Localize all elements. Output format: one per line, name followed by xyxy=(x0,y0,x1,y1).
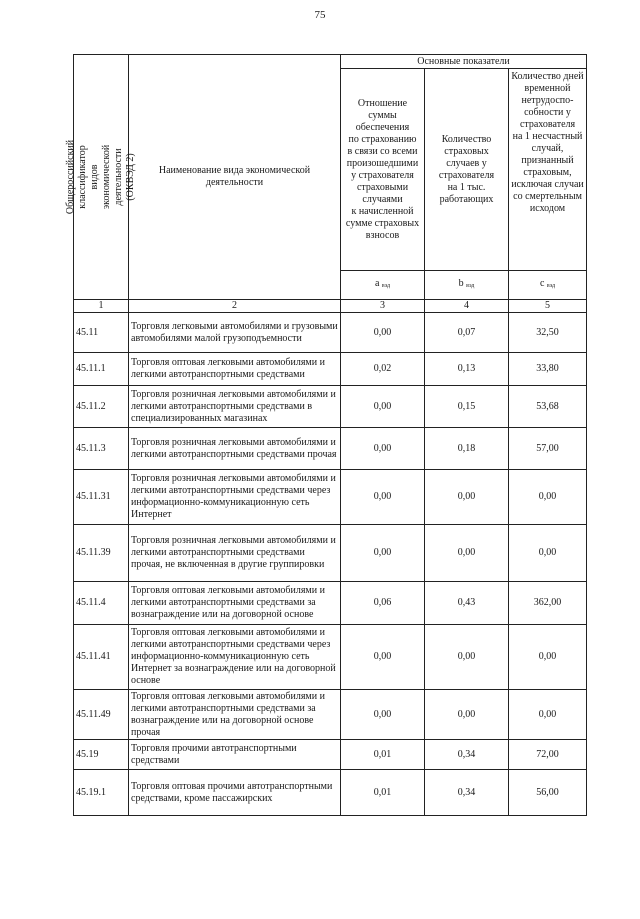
header-okved-cell xyxy=(65,55,136,300)
column-index-1: 1 xyxy=(74,300,129,313)
value-c: 72,00 xyxy=(509,740,587,770)
activity-name: Торговля прочими автотранспортными средствами xyxy=(129,740,341,770)
activity-name: Торговля оптовая легковыми автомобилями и легкими автотранспортными средствами xyxy=(129,353,341,386)
value-b: 0,34 xyxy=(425,740,509,770)
table-row xyxy=(74,386,587,428)
value-c: 53,68 xyxy=(509,386,587,428)
column-index-5: 5 xyxy=(509,300,587,313)
activity-name: Торговля розничная легковыми автомобилями и легкими автотранспортными средствами прочая, не включенная в другие группировки xyxy=(129,525,341,582)
value-a: 0,01 xyxy=(341,770,425,816)
value-b: 0,00 xyxy=(425,470,509,525)
column-index-3: 3 xyxy=(341,300,425,313)
okved-code: 45.11.49 xyxy=(74,690,129,740)
value-c: 0,00 xyxy=(509,470,587,525)
symbol-b: b xyxy=(458,278,464,289)
okved-code: 45.11.39 xyxy=(74,525,129,582)
header-main-indicators: Основные показатели xyxy=(341,55,587,69)
okved-code: 45.11 xyxy=(74,313,129,353)
header-activity-name: Наименование вида экономической деятельности xyxy=(129,55,341,300)
table-row xyxy=(74,428,587,470)
value-a: 0,00 xyxy=(341,470,425,525)
symbol-a: a xyxy=(374,278,380,289)
okved-code: 45.11.2 xyxy=(74,386,129,428)
value-c: 0,00 xyxy=(509,690,587,740)
value-b: 0,13 xyxy=(425,353,509,386)
value-a: 0,06 xyxy=(341,582,425,625)
header-row-index xyxy=(74,300,587,313)
value-b: 0,34 xyxy=(425,770,509,816)
value-a: 0,00 xyxy=(341,525,425,582)
okved-code: 45.11.4 xyxy=(74,582,129,625)
okved-code: 45.11.41 xyxy=(74,625,129,690)
activity-name: Торговля розничная легковыми автомобилями и легкими автотранспортными средствами прочая xyxy=(129,428,341,470)
table-row xyxy=(74,582,587,625)
okved-code: 45.19.1 xyxy=(74,770,129,816)
header-okved-label: Общероссийский классификатор видов экономической деятельности (ОКВЭД 2) xyxy=(65,139,136,215)
page-number: 75 xyxy=(314,9,326,21)
column-index-4: 4 xyxy=(425,300,509,313)
activity-name: Торговля оптовая прочими автотранспортными средствами, кроме пассажирских xyxy=(129,770,341,816)
value-a: 0,00 xyxy=(341,690,425,740)
symbol-a-subscript: вэд xyxy=(381,283,391,289)
table-row xyxy=(74,470,587,525)
value-b: 0,07 xyxy=(425,313,509,353)
value-b: 0,00 xyxy=(425,625,509,690)
okved-code: 45.11.3 xyxy=(74,428,129,470)
value-a: 0,00 xyxy=(341,386,425,428)
activity-name: Торговля оптовая легковыми автомобилями и легкими автотранспортными средствами через информационно-коммуникационную сеть Интернет за вознаграждение или на договорной основе xyxy=(129,625,341,690)
value-c: 0,00 xyxy=(509,525,587,582)
header-symbol-a xyxy=(341,271,425,300)
okved-code: 45.11.1 xyxy=(74,353,129,386)
value-c: 56,00 xyxy=(509,770,587,816)
table-row xyxy=(74,353,587,386)
value-b: 0,00 xyxy=(425,525,509,582)
symbol-c-subscript: вэд xyxy=(546,283,556,289)
value-a: 0,00 xyxy=(341,428,425,470)
table-row xyxy=(74,313,587,353)
table-row xyxy=(74,690,587,740)
value-b: 0,15 xyxy=(425,386,509,428)
header-symbol-b xyxy=(425,271,509,300)
header-symbol-c xyxy=(509,271,587,300)
okved-code: 45.19 xyxy=(74,740,129,770)
value-a: 0,00 xyxy=(341,625,425,690)
activity-name: Торговля розничная легковыми автомобилями и легкими автотранспортными средствами через информационно-коммуникационную сеть Интернет xyxy=(129,470,341,525)
column-index-2: 2 xyxy=(129,300,341,313)
okved-code: 45.11.31 xyxy=(74,470,129,525)
symbol-b-subscript: вэд xyxy=(466,283,475,289)
activity-name: Торговля оптовая легковыми автомобилями и легкими автотранспортными средствами за вознаграждение или на договорной основе xyxy=(129,582,341,625)
activity-name: Торговля легковыми автомобилями и грузовыми автомобилями малой грузоподъемности xyxy=(129,313,341,353)
header-ratio-description: Отношение суммы обеспечения по страхованию в связи со всеми произошедшими у страхователя страховыми случаями к начисленной сумме страховых взносов xyxy=(341,69,425,271)
value-a: 0,02 xyxy=(341,353,425,386)
table-row xyxy=(74,625,587,690)
value-b: 0,18 xyxy=(425,428,509,470)
value-c: 0,00 xyxy=(509,625,587,690)
value-c: 32,50 xyxy=(509,313,587,353)
value-b: 0,43 xyxy=(425,582,509,625)
indicators-table xyxy=(65,54,587,816)
value-a: 0,01 xyxy=(341,740,425,770)
value-c: 33,80 xyxy=(509,353,587,386)
table-row xyxy=(74,770,587,816)
symbol-c: c xyxy=(539,278,545,289)
table-row xyxy=(74,525,587,582)
value-c: 57,00 xyxy=(509,428,587,470)
table-row xyxy=(74,740,587,770)
value-b: 0,00 xyxy=(425,690,509,740)
header-cases-description: Количество страховых случаев у страхователя на 1 тыс. работающих xyxy=(425,69,509,271)
header-days-description: Количество дней временной нетрудоспо- собности у страхователя на 1 несчастный случай, признанный страховым, исключая случаи со смертельным исходом xyxy=(509,69,587,271)
activity-name: Торговля оптовая легковыми автомобилями и легкими автотранспортными средствами за вознаграждение или на договорной основе прочая xyxy=(129,690,341,740)
header-row-group xyxy=(74,55,587,69)
value-a: 0,00 xyxy=(341,313,425,353)
activity-name: Торговля розничная легковыми автомобилями и легкими автотранспортными средствами в специализированных магазинах xyxy=(129,386,341,428)
value-c: 362,00 xyxy=(509,582,587,625)
